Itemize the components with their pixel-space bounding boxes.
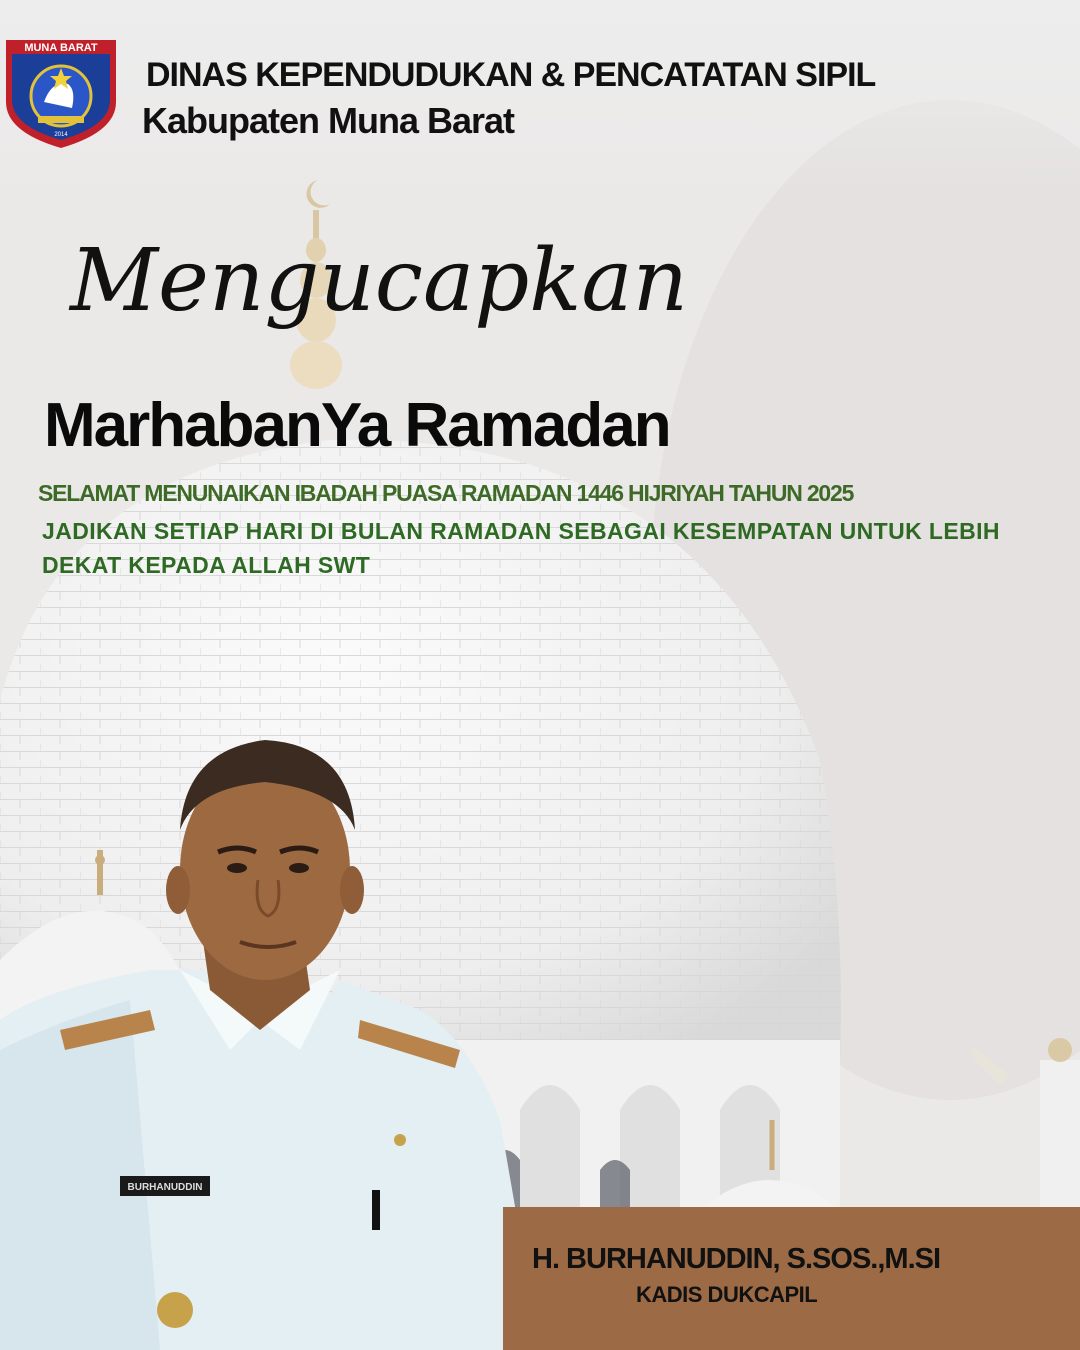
script-greeting — [60, 215, 689, 375]
svg-text:Mengucapkan: Mengucapkan — [70, 231, 689, 331]
official-title: KADIS DUKCAPIL — [636, 1282, 818, 1307]
greeting-line-1: SELAMAT MENUNAIKAN IBADAH PUASA RAMADAN 1446 HIJRIYAH TAHUN 2025 — [38, 480, 854, 506]
greeting-line-2: JADIKAN SETIAP HARI DI BULAN RAMADAN SEBAGAI KESEMPATAN UNTUK LEBIH DEKAT KEPADA ALLAH SWT — [42, 518, 1000, 578]
name-plate — [503, 1207, 1080, 1350]
region-name: Kabupaten Muna Barat — [142, 100, 515, 141]
svg-text:2014: 2014 — [54, 132, 68, 138]
official-name: H. BURHANUDDIN, S.SOS.,M.SI — [532, 1243, 941, 1275]
muna-barat-emblem-logo — [2, 32, 120, 150]
organization-name: DINAS KEPENDUDUKAN & PENCATATAN SIPIL — [146, 56, 876, 94]
official-portrait — [0, 720, 560, 1350]
svg-text:BURHANUDDIN: BURHANUDDIN — [127, 1182, 203, 1193]
svg-text:MUNA BARAT: MUNA BARAT — [24, 42, 98, 54]
headline-marhaban: MarhabanYa Ramadan — [44, 391, 670, 460]
